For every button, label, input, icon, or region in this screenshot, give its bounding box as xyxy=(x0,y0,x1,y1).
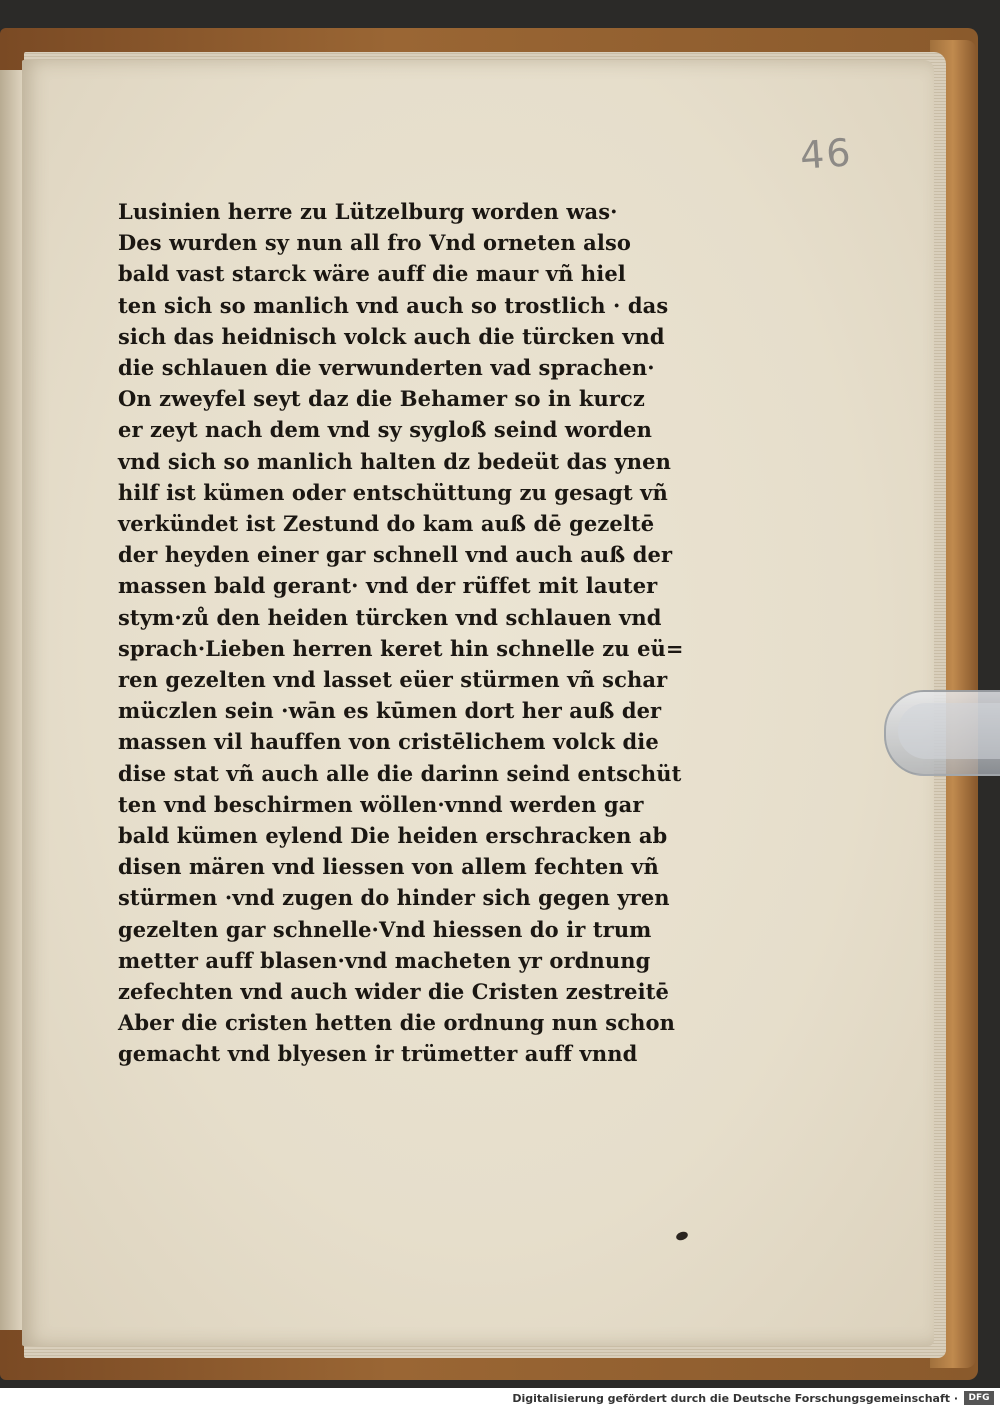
text-line: dise stat vñ auch alle die darinn seind entschüt xyxy=(118,760,682,786)
text-line: Aber die cristen hetten die ordnung nun schon xyxy=(118,1010,675,1036)
text-line: massen bald gerant· vnd der rüffet mit lauter xyxy=(118,573,658,599)
text-line: Des wurden sy nun all fro Vnd orneten also xyxy=(118,230,631,256)
text-block xyxy=(118,196,718,1070)
folio-number: 46 xyxy=(798,130,854,178)
dfg-logo: DFG xyxy=(964,1391,994,1405)
text-line: ten vnd beschirmen wöllen·vnnd werden gar xyxy=(118,791,644,817)
text-line: massen vil hauffen von cristēlichem volck die xyxy=(118,729,659,755)
text-line: bald kümen eylend Die heiden erschracken ab xyxy=(118,823,668,849)
text-line: Lusinien herre zu Lützelburg worden was· xyxy=(118,199,618,224)
text-line: stürmen ·vnd zugen do hinder sich gegen yren xyxy=(118,885,670,911)
footer-credit: Digitalisierung gefördert durch die Deutsche Forschungsgemeinschaft · xyxy=(512,1392,958,1405)
text-line: hilf ist kümen oder entschüttung zu gesagt vñ xyxy=(118,479,668,505)
text-line: zefechten vnd auch wider die Cristen zestreitē xyxy=(118,979,669,1005)
footer-bar xyxy=(0,1388,1000,1409)
text-line: müczlen sein ·wān es kūmen dort her auß der xyxy=(118,698,662,724)
text-line: metter auff blasen·vnd macheten yr ordnung xyxy=(118,947,651,973)
text-line: verkündet ist Zestund do kam auß dē gezeltē xyxy=(118,511,655,537)
text-line: vnd sich so manlich halten dz bedeüt das ynen xyxy=(118,448,671,474)
text-line: ten sich so manlich vnd auch so trostlich · das xyxy=(118,292,669,318)
page-clip-highlight xyxy=(898,703,1000,759)
text-line: stym·zů den heiden türcken vnd schlauen vnd xyxy=(118,604,662,630)
text-line: bald vast starck wäre auff die maur vñ hiel xyxy=(118,261,626,287)
text-line: gemacht vnd blyesen ir trümetter auff vnnd xyxy=(118,1041,638,1067)
text-line: On zweyfel seyt daz die Behamer so in kurcz xyxy=(118,386,645,412)
text-line: ren gezelten vnd lasset eüer stürmen vñ schar xyxy=(118,667,668,693)
text-line: disen mären vnd liessen von allem fechten vñ xyxy=(118,854,659,880)
text-line: er zeyt nach dem vnd sy sygloß seind worden xyxy=(118,417,652,443)
text-line: die schlauen die verwunderten vad sprachen· xyxy=(118,355,655,381)
text-line: sprach·Lieben herren keret hin schnelle zu eü= xyxy=(118,635,684,661)
text-line: der heyden einer gar schnell vnd auch auß der xyxy=(118,542,673,568)
text-line: gezelten gar schnelle·Vnd hiessen do ir trum xyxy=(118,916,652,942)
text-line: sich das heidnisch volck auch die türcken vnd xyxy=(118,323,665,349)
